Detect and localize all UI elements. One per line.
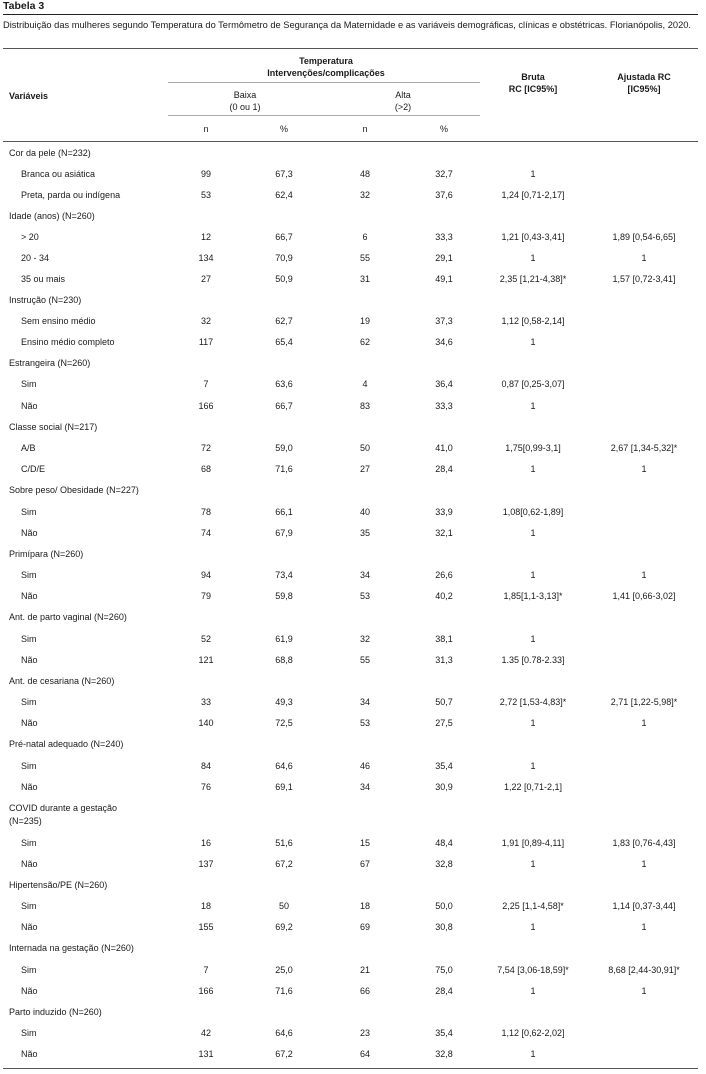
cell-pct-low: 64,6 <box>275 761 293 771</box>
row-label: Não <box>21 401 38 411</box>
cell-n-low: 140 <box>198 718 214 728</box>
group-label: Primípara (N=260) <box>9 549 84 559</box>
cell-n-low: 42 <box>200 1028 211 1038</box>
cell-adjusted-or: 1 <box>641 986 647 996</box>
group-label-continued: (N=235) <box>9 816 42 826</box>
cell-n-low: 84 <box>200 761 211 771</box>
cell-n-high: 83 <box>359 401 370 411</box>
row-label: Sim <box>21 379 37 389</box>
cell-n-high: 53 <box>359 591 370 601</box>
cell-crude-or: 7,54 [3,06-18,59]* <box>497 965 569 975</box>
cell-adjusted-or: 8,68 [2,44-30,91]* <box>608 965 680 975</box>
header-low: Baixa <box>233 90 257 100</box>
cell-pct-low: 59,8 <box>275 591 293 601</box>
cell-crude-or: 2,72 [1,53-4,83]* <box>499 697 567 707</box>
cell-n-low: 16 <box>200 838 211 848</box>
cell-adjusted-or: 1,57 [0,72-3,41] <box>612 274 676 284</box>
row-label: Sem ensino médio <box>21 316 96 326</box>
row-label: Sim <box>21 901 37 911</box>
row-label: Sim <box>21 761 37 771</box>
header-bottom-rule <box>3 141 698 142</box>
cell-n-low: 18 <box>200 901 211 911</box>
header-high: Alta <box>395 90 411 100</box>
cell-pct-low: 68,8 <box>275 655 293 665</box>
row-label: 20 - 34 <box>21 253 50 263</box>
cell-crude-or: 1 <box>530 922 536 932</box>
cell-n-high: 48 <box>359 169 370 179</box>
cell-crude-or: 0,87 [0,25-3,07] <box>501 379 565 389</box>
cell-pct-high: 32,8 <box>435 1049 453 1059</box>
cell-pct-high: 35,4 <box>435 761 453 771</box>
header-pct-high: % <box>439 124 448 134</box>
cell-n-high: 23 <box>359 1028 370 1038</box>
cell-n-high: 34 <box>359 782 370 792</box>
group-label: Pré-natal adequado (N=240) <box>9 739 124 749</box>
cell-n-low: 78 <box>200 507 211 517</box>
cell-pct-low: 65,4 <box>275 337 293 347</box>
cell-n-low: 52 <box>200 634 211 644</box>
cell-crude-or: 1,24 [0,71-2,17] <box>501 190 565 200</box>
cell-pct-high: 29,1 <box>435 253 453 263</box>
row-label: Sim <box>21 634 37 644</box>
group-label: Estrangeira (N=260) <box>9 358 91 368</box>
cell-n-high: 62 <box>359 337 370 347</box>
cell-adjusted-or: 1,83 [0,76-4,43] <box>612 838 676 848</box>
cell-crude-or: 1,21 [0,43-3,41] <box>501 232 565 242</box>
cell-pct-high: 27,5 <box>435 718 453 728</box>
title-divider <box>3 14 698 15</box>
cell-crude-or: 1 <box>530 464 536 474</box>
row-label: Sim <box>21 570 37 580</box>
header-temperature: Temperatura <box>299 56 353 66</box>
cell-n-high: 32 <box>359 190 370 200</box>
row-label: Não <box>21 655 38 665</box>
header-n-rule <box>168 115 480 116</box>
cell-pct-low: 69,2 <box>275 922 293 932</box>
cell-pct-high: 34,6 <box>435 337 453 347</box>
cell-crude-or: 1,75[0,99-3,1] <box>505 443 561 453</box>
group-label: Cor da pele (N=232) <box>9 148 91 158</box>
cell-adjusted-or: 1 <box>641 922 647 932</box>
cell-pct-low: 70,9 <box>275 253 293 263</box>
cell-pct-high: 35,4 <box>435 1028 453 1038</box>
cell-pct-high: 32,7 <box>435 169 453 179</box>
group-label: Ant. de cesariana (N=260) <box>9 676 115 686</box>
group-label: Internada na gestação (N=260) <box>9 943 134 953</box>
header-interventions: Intervenções/complicações <box>267 68 385 78</box>
group-label: Classe social (N=217) <box>9 422 98 432</box>
cell-pct-high: 49,1 <box>435 274 453 284</box>
cell-n-low: 131 <box>198 1049 214 1059</box>
cell-n-low: 12 <box>200 232 211 242</box>
row-label: Ensino médio completo <box>21 337 115 347</box>
row-label: A/B <box>21 443 36 453</box>
cell-adjusted-or: 1,41 [0,66-3,02] <box>612 591 676 601</box>
cell-pct-high: 33,9 <box>435 507 453 517</box>
cell-pct-low: 67,2 <box>275 1049 293 1059</box>
header-crude-ci: RC [IC95%] <box>508 84 558 94</box>
cell-n-high: 15 <box>359 838 370 848</box>
header-crude: Bruta <box>521 72 545 82</box>
cell-pct-low: 66,1 <box>275 507 293 517</box>
row-label: Sim <box>21 965 37 975</box>
group-label: COVID durante a gestação <box>9 803 118 813</box>
cell-pct-low: 73,4 <box>275 570 293 580</box>
header-low-range: (0 ou 1) <box>229 102 261 112</box>
cell-pct-high: 75,0 <box>435 965 453 975</box>
cell-adjusted-or: 1 <box>641 859 647 869</box>
cell-n-low: 27 <box>200 274 211 284</box>
row-label: Sim <box>21 838 37 848</box>
cell-pct-low: 50,9 <box>275 274 293 284</box>
cell-n-high: 32 <box>359 634 370 644</box>
cell-n-low: 7 <box>203 965 209 975</box>
cell-crude-or: 2,35 [1,21-4,38]* <box>499 274 567 284</box>
cell-n-high: 46 <box>359 761 370 771</box>
cell-crude-or: 1 <box>530 761 536 771</box>
cell-pct-low: 66,7 <box>275 232 293 242</box>
table-caption: Distribuição das mulheres segundo Temperatura do Termômetro de Segurança da Maternidade e as variáveis demográficas, clínicas e obstétricas. Florianópolis, 2020. <box>3 20 691 30</box>
cell-crude-or: 1 <box>530 1049 536 1059</box>
cell-crude-or: 1 <box>530 986 536 996</box>
cell-adjusted-or: 1,14 [0,37-3,44] <box>612 901 676 911</box>
cell-pct-high: 48,4 <box>435 838 453 848</box>
group-label: Sobre peso/ Obesidade (N=227) <box>9 485 139 495</box>
cell-n-high: 35 <box>359 528 370 538</box>
group-label: Ant. de parto vaginal (N=260) <box>9 612 127 622</box>
cell-n-low: 76 <box>200 782 211 792</box>
cell-pct-high: 33,3 <box>435 232 453 242</box>
cell-pct-low: 64,6 <box>275 1028 293 1038</box>
cell-n-high: 40 <box>359 507 370 517</box>
cell-crude-or: 1,12 [0,58-2,14] <box>501 316 565 326</box>
row-label: C/D/E <box>21 464 46 474</box>
cell-n-high: 64 <box>359 1049 370 1059</box>
cell-pct-high: 32,8 <box>435 859 453 869</box>
cell-pct-low: 59,0 <box>275 443 293 453</box>
cell-n-high: 67 <box>359 859 370 869</box>
row-label: > 20 <box>21 232 39 242</box>
cell-n-low: 7 <box>203 379 209 389</box>
cell-n-low: 33 <box>200 697 211 707</box>
table-bottom-rule <box>3 1068 698 1069</box>
cell-pct-high: 28,4 <box>435 464 453 474</box>
cell-n-high: 4 <box>362 379 368 389</box>
cell-pct-high: 50,7 <box>435 697 453 707</box>
cell-n-high: 21 <box>359 965 370 975</box>
cell-n-high: 55 <box>359 253 370 263</box>
cell-pct-high: 40,2 <box>435 591 453 601</box>
cell-pct-high: 50,0 <box>435 901 453 911</box>
cell-pct-low: 71,6 <box>275 464 293 474</box>
cell-n-high: 34 <box>359 697 370 707</box>
cell-crude-or: 1 <box>530 859 536 869</box>
cell-pct-high: 41,0 <box>435 443 453 453</box>
cell-crude-or: 2,25 [1,1-4,58]* <box>502 901 564 911</box>
row-label: Não <box>21 922 38 932</box>
cell-crude-or: 1 <box>530 528 536 538</box>
cell-n-high: 34 <box>359 570 370 580</box>
cell-pct-high: 36,4 <box>435 379 453 389</box>
row-label: Não <box>21 718 38 728</box>
cell-n-low: 166 <box>198 986 214 996</box>
cell-pct-high: 28,4 <box>435 986 453 996</box>
cell-pct-low: 61,9 <box>275 634 293 644</box>
cell-n-low: 121 <box>198 655 214 665</box>
cell-n-low: 166 <box>198 401 214 411</box>
cell-crude-or: 1.35 [0.78-2.33] <box>501 655 565 665</box>
cell-pct-low: 25,0 <box>275 965 293 975</box>
cell-n-high: 18 <box>359 901 370 911</box>
group-label: Parto induzido (N=260) <box>9 1007 102 1017</box>
cell-n-low: 137 <box>198 859 214 869</box>
cell-pct-high: 30,8 <box>435 922 453 932</box>
cell-n-low: 68 <box>200 464 211 474</box>
cell-pct-high: 31,3 <box>435 655 453 665</box>
cell-crude-or: 1 <box>530 337 536 347</box>
cell-n-low: 94 <box>200 570 211 580</box>
cell-pct-low: 51,6 <box>275 838 293 848</box>
cell-n-low: 79 <box>200 591 211 601</box>
row-label: Não <box>21 591 38 601</box>
group-label: Hipertensão/PE (N=260) <box>9 880 108 890</box>
header-sub-rule <box>168 82 480 83</box>
cell-adjusted-or: 1 <box>641 464 647 474</box>
cell-n-low: 32 <box>200 316 211 326</box>
header-n-high: n <box>362 124 368 134</box>
cell-adjusted-or: 1 <box>641 570 647 580</box>
row-label: 35 ou mais <box>21 274 66 284</box>
cell-crude-or: 1 <box>530 718 536 728</box>
cell-crude-or: 1 <box>530 401 536 411</box>
cell-pct-high: 37,6 <box>435 190 453 200</box>
cell-pct-low: 50 <box>278 901 289 911</box>
header-top-rule <box>3 48 698 49</box>
cell-pct-low: 67,2 <box>275 859 293 869</box>
cell-n-low: 155 <box>198 922 214 932</box>
row-label: Preta, parda ou indígena <box>21 190 121 200</box>
cell-pct-high: 33,3 <box>435 401 453 411</box>
cell-crude-or: 1,08[0,62-1,89] <box>502 507 564 517</box>
cell-n-high: 66 <box>359 986 370 996</box>
cell-pct-high: 32,1 <box>435 528 453 538</box>
cell-n-high: 50 <box>359 443 370 453</box>
header-variables: Variáveis <box>9 91 49 101</box>
row-label: Sim <box>21 697 37 707</box>
cell-n-low: 74 <box>200 528 211 538</box>
cell-n-low: 53 <box>200 190 211 200</box>
row-label: Não <box>21 1049 38 1059</box>
group-label: Instrução (N=230) <box>9 295 82 305</box>
row-label: Não <box>21 986 38 996</box>
cell-n-low: 72 <box>200 443 211 453</box>
cell-adjusted-or: 2,67 [1,34-5,32]* <box>610 443 678 453</box>
cell-n-high: 27 <box>359 464 370 474</box>
header-pct-low: % <box>279 124 288 134</box>
row-label: Branca ou asiática <box>21 169 96 179</box>
cell-n-low: 99 <box>200 169 211 179</box>
cell-pct-low: 66,7 <box>275 401 293 411</box>
cell-pct-low: 49,3 <box>275 697 293 707</box>
cell-crude-or: 1,22 [0,71-2,1] <box>503 782 563 792</box>
row-label: Sim <box>21 1028 37 1038</box>
cell-adjusted-or: 1 <box>641 253 647 263</box>
cell-crude-or: 1 <box>530 570 536 580</box>
header-adjusted: Ajustada RC <box>617 72 671 82</box>
table-title: Tabela 3 <box>3 0 45 12</box>
header-n-low: n <box>203 124 209 134</box>
row-label: Não <box>21 782 38 792</box>
cell-crude-or: 1 <box>530 634 536 644</box>
row-label: Não <box>21 528 38 538</box>
cell-pct-low: 63,6 <box>275 379 293 389</box>
cell-n-low: 117 <box>198 337 214 347</box>
cell-pct-low: 72,5 <box>275 718 293 728</box>
header-high-range: (>2) <box>394 102 412 112</box>
cell-crude-or: 1 <box>530 169 536 179</box>
header-adjusted-ci: [IC95%] <box>627 84 661 94</box>
cell-pct-low: 71,6 <box>275 986 293 996</box>
cell-n-high: 69 <box>359 922 370 932</box>
cell-n-high: 55 <box>359 655 370 665</box>
row-label: Sim <box>21 507 37 517</box>
cell-crude-or: 1,91 [0,89-4,11] <box>501 838 565 848</box>
cell-adjusted-or: 1 <box>641 718 647 728</box>
cell-crude-or: 1,85[1,1-3,13]* <box>503 591 563 601</box>
cell-pct-high: 38,1 <box>435 634 453 644</box>
row-label: Não <box>21 859 38 869</box>
cell-n-high: 19 <box>359 316 370 326</box>
cell-pct-low: 62,7 <box>275 316 293 326</box>
cell-n-high: 53 <box>359 718 370 728</box>
cell-adjusted-or: 1,89 [0,54-6,65] <box>612 232 676 242</box>
cell-pct-low: 69,1 <box>275 782 293 792</box>
cell-pct-high: 30,9 <box>435 782 453 792</box>
cell-pct-high: 26,6 <box>435 570 453 580</box>
cell-n-low: 134 <box>198 253 214 263</box>
cell-crude-or: 1,12 [0,62-2,02] <box>501 1028 565 1038</box>
cell-crude-or: 1 <box>530 253 536 263</box>
group-label: Idade (anos) (N=260) <box>9 211 95 221</box>
cell-adjusted-or: 2,71 [1,22-5,98]* <box>610 697 678 707</box>
cell-pct-high: 37,3 <box>435 316 453 326</box>
cell-n-high: 31 <box>359 274 370 284</box>
cell-pct-low: 67,9 <box>275 528 293 538</box>
cell-n-high: 6 <box>362 232 368 242</box>
cell-pct-low: 62,4 <box>275 190 293 200</box>
cell-pct-low: 67,3 <box>275 169 293 179</box>
